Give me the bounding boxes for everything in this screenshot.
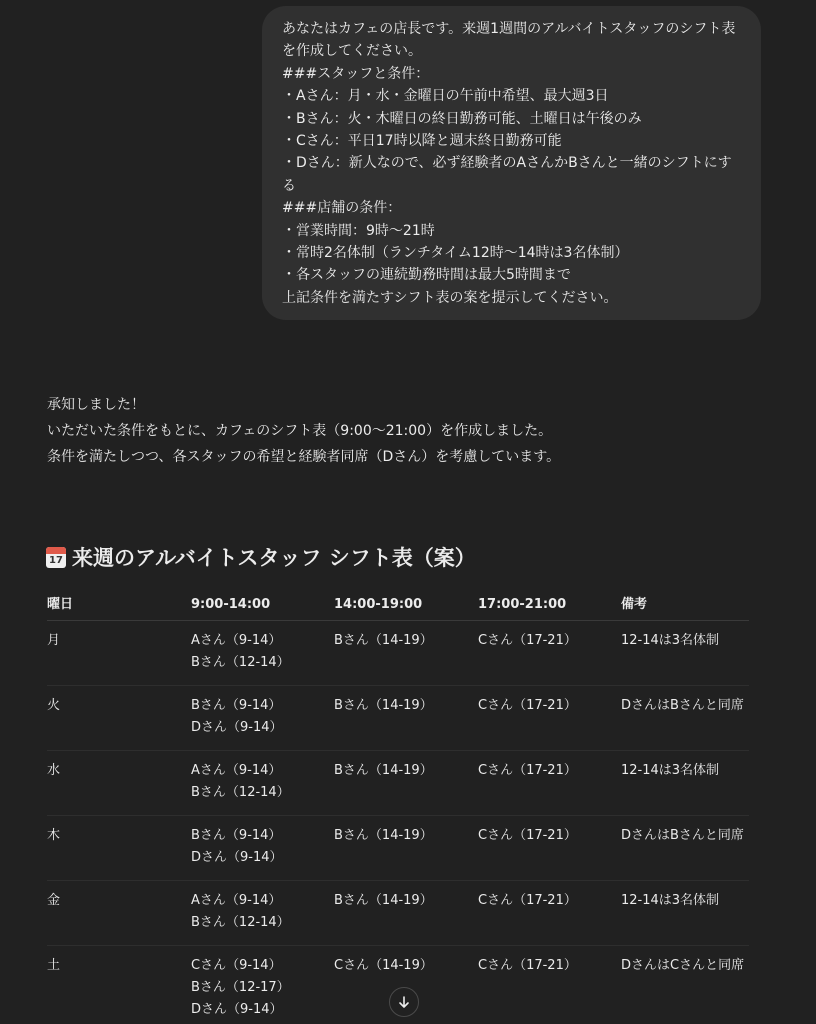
cell-note: DさんはBさんと同席 xyxy=(621,698,744,713)
cell-shift-morning xyxy=(191,816,334,880)
cell-shift-afternoon xyxy=(334,621,478,685)
cell-day: 木 xyxy=(47,828,61,843)
cell-shift-evening xyxy=(478,751,621,815)
assistant-intro xyxy=(47,392,767,470)
shift-table-title: 来週のアルバイトスタッフ シフト表（案） xyxy=(72,546,476,570)
cell-shift-afternoon xyxy=(334,751,478,815)
cell-day: 水 xyxy=(47,763,61,778)
arrow-down-icon xyxy=(397,995,411,1009)
user-message-line: ・Dさん：新人なので、必ず経験者のAさんかBさんと一緒のシフトにする xyxy=(282,155,732,194)
shift-entry: Bさん（12-17） xyxy=(191,980,290,995)
scroll-down-button[interactable] xyxy=(389,987,419,1017)
cell-shift-evening xyxy=(478,946,621,1024)
shift-entry: Cさん（9-14） xyxy=(191,958,282,973)
shift-entry: Bさん（14-19） xyxy=(334,828,433,843)
shift-table-heading xyxy=(46,542,476,572)
cell-shift-afternoon xyxy=(334,881,478,945)
user-message-line: ・Aさん：月・水・金曜日の午前中希望、最大週3日 xyxy=(282,88,609,105)
header-shift-afternoon: 14:00-19:00 xyxy=(334,597,423,612)
user-message-line: あなたはカフェの店長です。来週1週間のアルバイトスタッフのシフト表を作成してください。 xyxy=(282,21,736,60)
cell-shift-evening xyxy=(478,881,621,945)
header-note: 備考 xyxy=(621,597,648,612)
user-message-line: ・常時2名体制（ランチタイム12時〜14時は3名体制） xyxy=(282,245,629,262)
calendar-icon xyxy=(46,547,66,568)
cell-shift-afternoon xyxy=(334,686,478,750)
cell-note: 12-14は3名体制 xyxy=(621,893,720,908)
table-row xyxy=(47,686,749,751)
cell-day: 火 xyxy=(47,698,61,713)
cell-note: 12-14は3名体制 xyxy=(621,633,720,648)
header-day: 曜日 xyxy=(47,597,74,612)
user-message-bubble xyxy=(262,6,761,320)
shift-entry: Bさん（14-19） xyxy=(334,763,433,778)
header-shift-evening: 17:00-21:00 xyxy=(478,597,567,612)
shift-entry: Dさん（9-14） xyxy=(191,720,283,735)
cell-shift-evening xyxy=(478,621,621,685)
shift-entry: Cさん（17-21） xyxy=(478,828,577,843)
shift-entry: Cさん（17-21） xyxy=(478,698,577,713)
shift-table xyxy=(47,590,749,1024)
shift-entry: Bさん（12-14） xyxy=(191,915,290,930)
user-message-line: ・Cさん：平日17時以降と週末終日勤務可能 xyxy=(282,133,562,150)
cell-shift-morning xyxy=(191,946,334,1024)
shift-entry: Bさん（9-14） xyxy=(191,698,282,713)
shift-entry: Cさん（17-21） xyxy=(478,893,577,908)
cell-note: 12-14は3名体制 xyxy=(621,763,720,778)
cell-shift-morning xyxy=(191,881,334,945)
cell-note: DさんはCさんと同席 xyxy=(621,958,745,973)
assistant-intro-line: 条件を満たしつつ、各スタッフの希望と経験者同席（Dさん）を考慮しています。 xyxy=(47,449,561,465)
user-message-line: ・Bさん：火・木曜日の終日勤務可能、土曜日は午後のみ xyxy=(282,110,642,127)
table-row xyxy=(47,751,749,816)
cell-day: 月 xyxy=(47,633,61,648)
shift-entry: Bさん（14-19） xyxy=(334,633,433,648)
shift-entry: Bさん（14-19） xyxy=(334,893,433,908)
shift-entry: Dさん（9-14） xyxy=(191,1002,283,1017)
cell-shift-afternoon xyxy=(334,816,478,880)
shift-entry: Cさん（17-21） xyxy=(478,763,577,778)
cell-day: 土 xyxy=(47,958,61,973)
shift-entry: Dさん（9-14） xyxy=(191,850,283,865)
shift-entry: Cさん（17-21） xyxy=(478,633,577,648)
user-message-line: ###店舗の条件： xyxy=(282,200,402,217)
cell-shift-morning xyxy=(191,621,334,685)
cell-shift-evening xyxy=(478,816,621,880)
table-row xyxy=(47,816,749,881)
cell-note: DさんはBさんと同席 xyxy=(621,828,744,843)
table-header-row xyxy=(47,590,749,621)
cell-shift-evening xyxy=(478,686,621,750)
table-body xyxy=(47,621,749,1024)
cell-day: 金 xyxy=(47,893,61,908)
user-message-line: ・営業時間：9時〜21時 xyxy=(282,222,435,239)
shift-entry: Bさん（12-14） xyxy=(191,785,290,800)
shift-entry: Aさん（9-14） xyxy=(191,763,282,778)
user-message-line: ・各スタッフの連続勤務時間は最大5時間まで xyxy=(282,267,571,284)
shift-entry: Bさん（9-14） xyxy=(191,828,282,843)
shift-entry: Cさん（14-19） xyxy=(334,958,433,973)
shift-entry: Aさん（9-14） xyxy=(191,633,282,648)
user-message-line: 上記条件を満たすシフト表の案を提示してください。 xyxy=(282,289,618,306)
shift-entry: Bさん（12-14） xyxy=(191,655,290,670)
user-message-line: ###スタッフと条件： xyxy=(282,65,430,82)
shift-entry: Cさん（17-21） xyxy=(478,958,577,973)
table-row xyxy=(47,881,749,946)
cell-shift-morning xyxy=(191,751,334,815)
assistant-intro-line: いただいた条件をもとに、カフェのシフト表（9:00〜21:00）を作成しました。 xyxy=(47,423,553,439)
calendar-icon-number: 17 xyxy=(49,554,63,566)
shift-entry: Aさん（9-14） xyxy=(191,893,282,908)
shift-entry: Bさん（14-19） xyxy=(334,698,433,713)
table-row xyxy=(47,621,749,686)
assistant-intro-line: 承知しました！ xyxy=(47,397,145,413)
header-shift-morning: 9:00-14:00 xyxy=(191,597,271,612)
cell-shift-morning xyxy=(191,686,334,750)
